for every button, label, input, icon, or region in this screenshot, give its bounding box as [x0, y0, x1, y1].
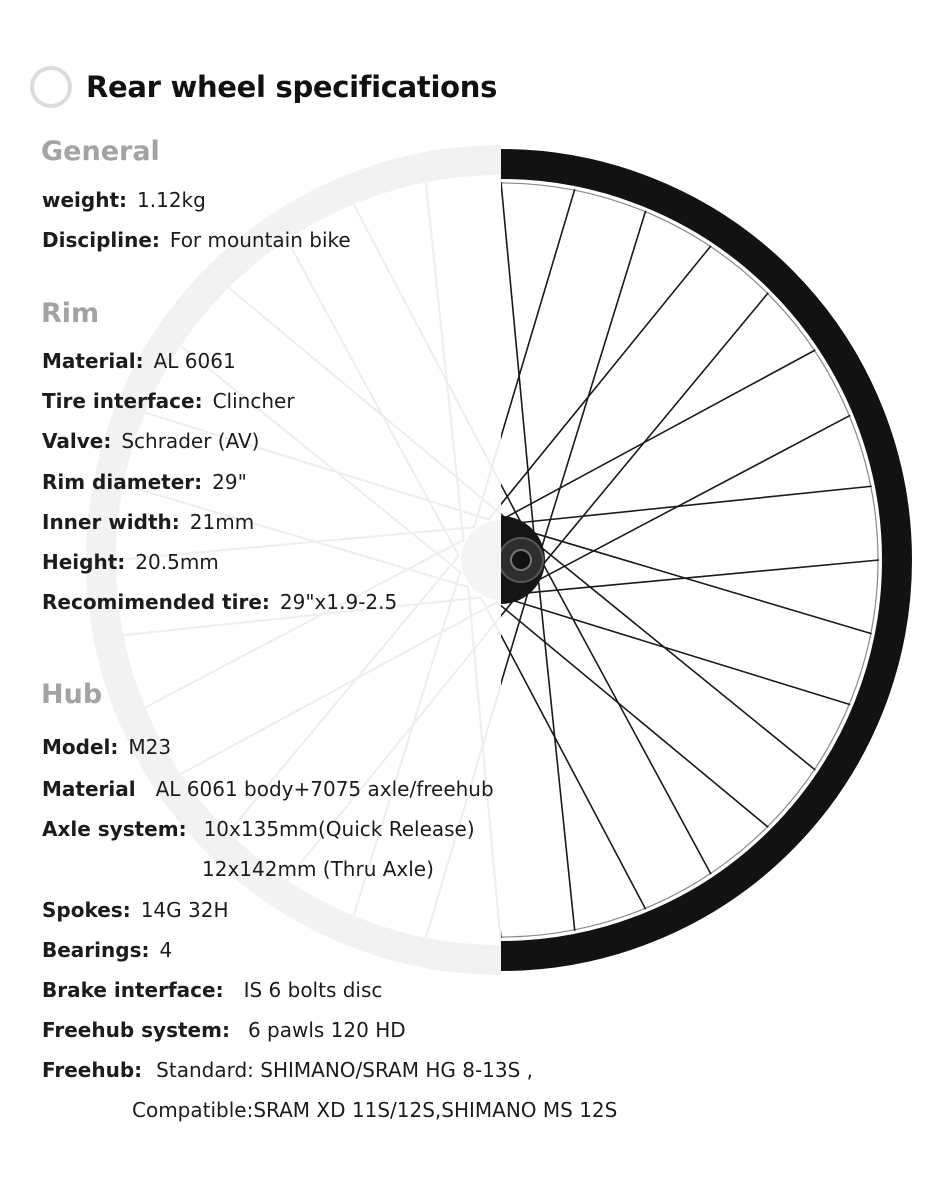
- spec-value: Standard: SHIMANO/SRAM HG 8-13S ,: [156, 1058, 534, 1082]
- spec-key: Recomimended tire:: [42, 590, 270, 614]
- section-heading-rim: Rim: [41, 298, 100, 329]
- spec-value: 14G 32H: [140, 898, 229, 922]
- spec-row-discipline: [42, 228, 351, 252]
- wheel-spoke: [354, 204, 522, 523]
- wheel-spoke: [533, 533, 872, 634]
- wheel-spoke: [543, 293, 769, 565]
- spec-key: Freehub:: [42, 1058, 143, 1082]
- wheel-spoke: [501, 182, 534, 534]
- wheel-spoke: [496, 602, 768, 828]
- wheel-spoke: [481, 597, 646, 910]
- spec-row-weight: [42, 188, 206, 212]
- spec-value: IS 6 bolts disc: [243, 978, 383, 1002]
- spec-value: AL 6061 body+7075 axle/freehub: [155, 777, 494, 801]
- title-circle-icon: [30, 66, 72, 108]
- spec-row-model: [42, 735, 171, 759]
- spec-value: AL 6061: [153, 349, 236, 373]
- wheel-spoke: [520, 486, 872, 522]
- wheel-spoke: [181, 346, 461, 573]
- spec-key: Tire interface:: [42, 389, 203, 413]
- wheel-spoke: [541, 211, 645, 549]
- spec-row-spokes: [42, 898, 229, 922]
- spec-key: weight:: [42, 188, 128, 212]
- spec-row-brake-interface: [42, 978, 382, 1002]
- page-title: Rear wheel specifications: [86, 70, 498, 104]
- spec-row-axle-system: [42, 817, 475, 841]
- wheel-spoke: [541, 547, 815, 770]
- wheel-spoke: [287, 240, 459, 557]
- spec-value: Clincher: [212, 389, 295, 413]
- spec-value: M23: [128, 735, 172, 759]
- spec-value: 10x135mm(Quick Release): [203, 817, 475, 841]
- spec-value: 29": [212, 470, 247, 494]
- spec-row-rim-material: [42, 349, 236, 373]
- wheel-spoke: [468, 586, 501, 945]
- section-heading-general: General: [41, 136, 160, 167]
- spec-value: 21mm: [189, 510, 255, 534]
- spec-row-bearings: [42, 938, 172, 962]
- spec-row-inner-width: [42, 510, 254, 534]
- spec-value: For mountain bike: [169, 228, 351, 252]
- spec-value-continuation: 12x142mm (Thru Axle): [202, 857, 434, 881]
- spec-key: Model:: [42, 735, 119, 759]
- wheel-spoke: [426, 182, 464, 540]
- spec-value: 4: [159, 938, 173, 962]
- spec-value: 6 pawls 120 HD: [247, 1018, 406, 1042]
- spec-key: Inner width:: [42, 510, 180, 534]
- spec-row-freehub: [42, 1058, 533, 1082]
- wheel-spoke: [538, 415, 851, 580]
- wheel-spoke: [543, 563, 711, 874]
- spec-row-hub-material: [42, 777, 494, 801]
- wheel-spoke: [538, 579, 574, 931]
- spec-key: Valve:: [42, 429, 112, 453]
- wheel-spoke: [504, 350, 815, 518]
- spec-key: Rim diameter:: [42, 470, 203, 494]
- spec-row-freehub-system: [42, 1018, 406, 1042]
- wheel-spoke: [513, 600, 851, 704]
- spec-value: 20.5mm: [135, 550, 219, 574]
- spec-key: Brake interface:: [42, 978, 224, 1002]
- wheel-spoke: [527, 560, 879, 593]
- spec-row-rim-diameter: [42, 470, 247, 494]
- spec-key: Material: [42, 777, 136, 801]
- spec-value-continuation: Compatible:SRAM XD 11S/12S,SHIMANO MS 12S: [132, 1098, 618, 1122]
- spec-row-valve: [42, 429, 259, 453]
- spec-value: Schrader (AV): [121, 429, 260, 453]
- wheel-spoke: [181, 602, 498, 774]
- spec-key: Height:: [42, 550, 126, 574]
- spec-key: Spokes:: [42, 898, 131, 922]
- spec-key: Material:: [42, 349, 144, 373]
- spec-value: 29"x1.9-2.5: [279, 590, 398, 614]
- section-heading-hub: Hub: [41, 679, 103, 710]
- spec-row-tire-interface: [42, 389, 295, 413]
- spec-key: Bearings:: [42, 938, 150, 962]
- spec-value: 1.12kg: [137, 188, 206, 212]
- spec-row-height: [42, 550, 219, 574]
- wheel-spoke: [488, 246, 711, 520]
- spec-key: Freehub system:: [42, 1018, 230, 1042]
- spec-key: Discipline:: [42, 228, 160, 252]
- spec-key: Axle system:: [42, 817, 187, 841]
- spec-row-recommended-tire: [42, 590, 397, 614]
